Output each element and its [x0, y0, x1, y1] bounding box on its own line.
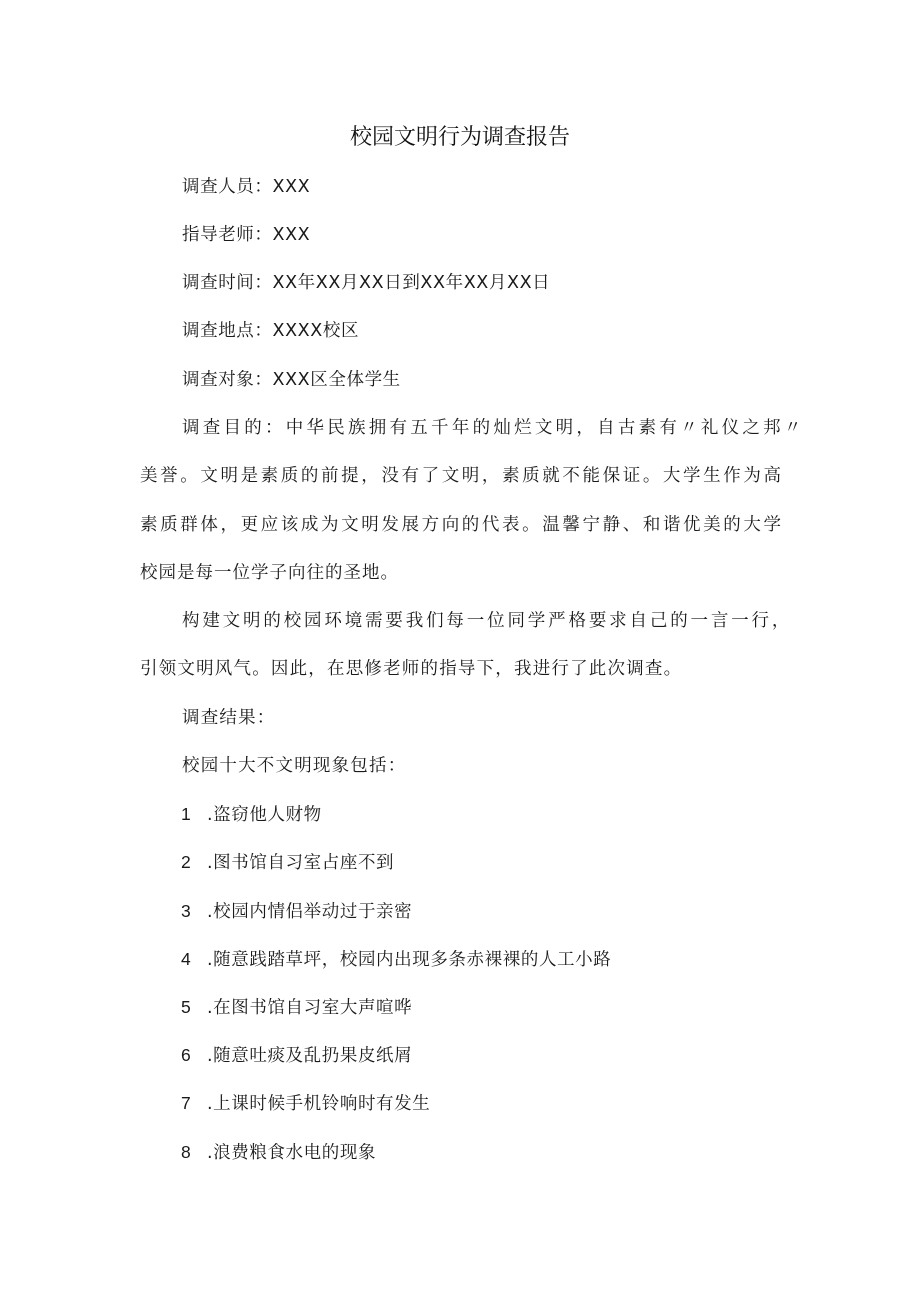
list-item-text: .校园内情侣举动过于亲密 — [207, 902, 413, 922]
build-line-1: 构建文明的校园环境需要我们每一位同学严格要求自己的一言一行， — [182, 611, 790, 631]
results-heading: 调查结果： — [182, 708, 276, 728]
list-item — [181, 946, 611, 973]
list-intro: 校园十大不文明现象包括： — [182, 756, 407, 776]
list-item — [181, 1090, 430, 1117]
meta-location: 调查地点：XXXX校区 — [182, 321, 360, 341]
list-item — [181, 849, 394, 876]
list-item-text: .图书馆自习室占座不到 — [207, 853, 395, 873]
list-item-number: 6 — [181, 1045, 192, 1065]
list-item-number: 5 — [181, 997, 192, 1017]
list-item-number: 2 — [181, 852, 192, 872]
build-line-2: 引领文明风气。因此，在思修老师的指导下，我进行了此次调查。 — [140, 659, 683, 679]
meta-advisor: 指导老师：XXX — [182, 225, 311, 245]
meta-time: 调查时间：XX年XX月XX日到XX年XX月XX日 — [182, 273, 551, 293]
list-item — [181, 1042, 412, 1069]
list-item-text: .浪费粮食水电的现象 — [207, 1143, 377, 1163]
list-item — [181, 898, 412, 925]
list-item-text: .在图书馆自习室大声喧哗 — [207, 998, 413, 1018]
purpose-line-3: 素质群体，更应该成为文明发展方向的代表。温馨宁静、和谐优美的大学 — [140, 515, 782, 535]
document-title: 校园文明行为调查报告 — [349, 125, 570, 150]
list-item-text: .上课时候手机铃响时有发生 — [207, 1094, 431, 1114]
purpose-line-2: 美誉。文明是素质的前提，没有了文明，素质就不能保证。大学生作为高 — [140, 466, 782, 486]
list-item — [181, 801, 322, 828]
purpose-line-4: 校园是每一位学子向往的圣地。 — [140, 563, 399, 583]
list-item-number: 7 — [181, 1093, 192, 1113]
list-item-number: 3 — [181, 901, 192, 921]
list-item — [181, 994, 412, 1021]
list-item-number: 4 — [181, 949, 192, 969]
meta-subjects: 调查对象：XXX区全体学生 — [182, 370, 401, 390]
list-item-text: .盗窃他人财物 — [207, 805, 322, 825]
list-item-text: .随意吐痰及乱扔果皮纸屑 — [207, 1046, 413, 1066]
list-item-number: 1 — [181, 804, 192, 824]
list-item — [181, 1139, 376, 1166]
meta-investigators: 调查人员：XXX — [182, 177, 311, 197]
purpose-line-1: 调查目的：中华民族拥有五千年的灿烂文明，自古素有〃礼仪之邦〃 — [182, 418, 802, 438]
list-item-text: .随意践踏草坪，校园内出现多条赤裸裸的人工小路 — [207, 950, 612, 970]
list-item-number: 8 — [181, 1142, 192, 1162]
